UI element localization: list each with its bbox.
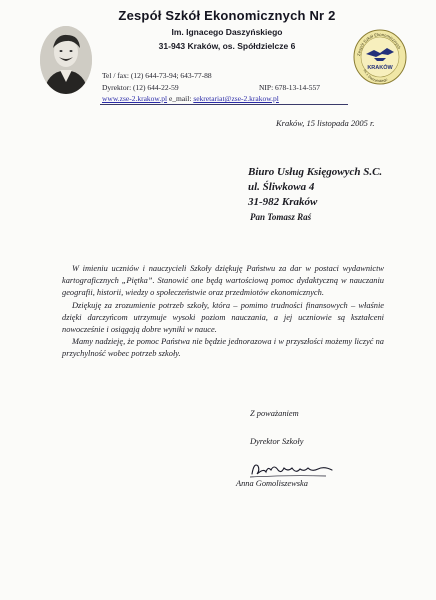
school-patron: Im. Ignacego Daszyńskiego [171,27,283,37]
body-paragraph-1: W imieniu uczniów i nauczycieli Szkoły dziękuję Państwu za dar w postaci wydawnictw kartograficznych „Piętka”. Stanowić one będą wartościową pomoc dydaktyczną w nauczaniu geografii, historii, wiedzy o społeczeństwie oraz przedmiotów ekonomicznych. [62,264,384,298]
school-address: 31-943 Kraków, os. Spółdzielcze 6 [158,41,296,51]
seal-logo-icon [352,28,408,86]
email-label: e_mail: [168,94,192,103]
director-phone: Dyrektor: (12) 644-22-59 [102,83,179,92]
seal-top-text: Zespół Szkół Ekonomicznych [356,31,403,57]
patron-portrait [40,26,92,94]
recipient-city: 31-982 Kraków [248,196,318,208]
letter-body [62,263,384,361]
signer-title: Dyrektor Szkoły [250,437,304,446]
web-contact-line [102,94,279,103]
body-paragraph-2: Dziękuję za zrozumienie potrzeb szkoły, która – pomimo trudności finansowych – właśnie dzięki darczyńcom utrzymuje wysoki poziom nauczania, a jej uczniowie są kształceni nowocześnie i osiągają dobre wyniki w nauce. [62,300,384,335]
school-name: Zespół Szkół Ekonomicznych Nr 2 [118,8,336,23]
seal-bottom-text: im. I. Daszyńskiego [362,68,389,84]
recipient-street: ul. Śliwkowa 4 [248,181,315,193]
recipient-person: Pan Tomasz Raś [250,212,312,222]
school-seal [352,28,408,86]
body-paragraph-3: Mamy nadzieję, że pomoc Państwa nie będzie jednorazowa i w przyszłości możemy liczyć na przychylność wobec potrzeb szkoły. [62,337,384,359]
recipient-company: Biuro Usług Księgowych S.C. [248,166,383,178]
date-line: Kraków, 15 listopada 2005 r. [276,118,375,128]
seal-city: KRAKÓW [367,65,393,71]
closing-phrase: Z poważaniem [250,409,299,418]
signer-name: Anna Gomoliszewska [236,479,308,488]
phone-fax: Tel / fax: (12) 644-73-94; 643-77-88 [102,71,212,80]
recipient-block [248,165,382,225]
letterhead-divider [100,104,348,105]
patron-portrait-image [40,26,92,94]
nip-number: NIP: 678-13-14-557 [259,83,321,92]
website-link[interactable]: www.zse-2.krakow.pl [102,94,168,103]
email-link[interactable]: sekretariat@zse-2.krakow.pl [193,94,279,103]
